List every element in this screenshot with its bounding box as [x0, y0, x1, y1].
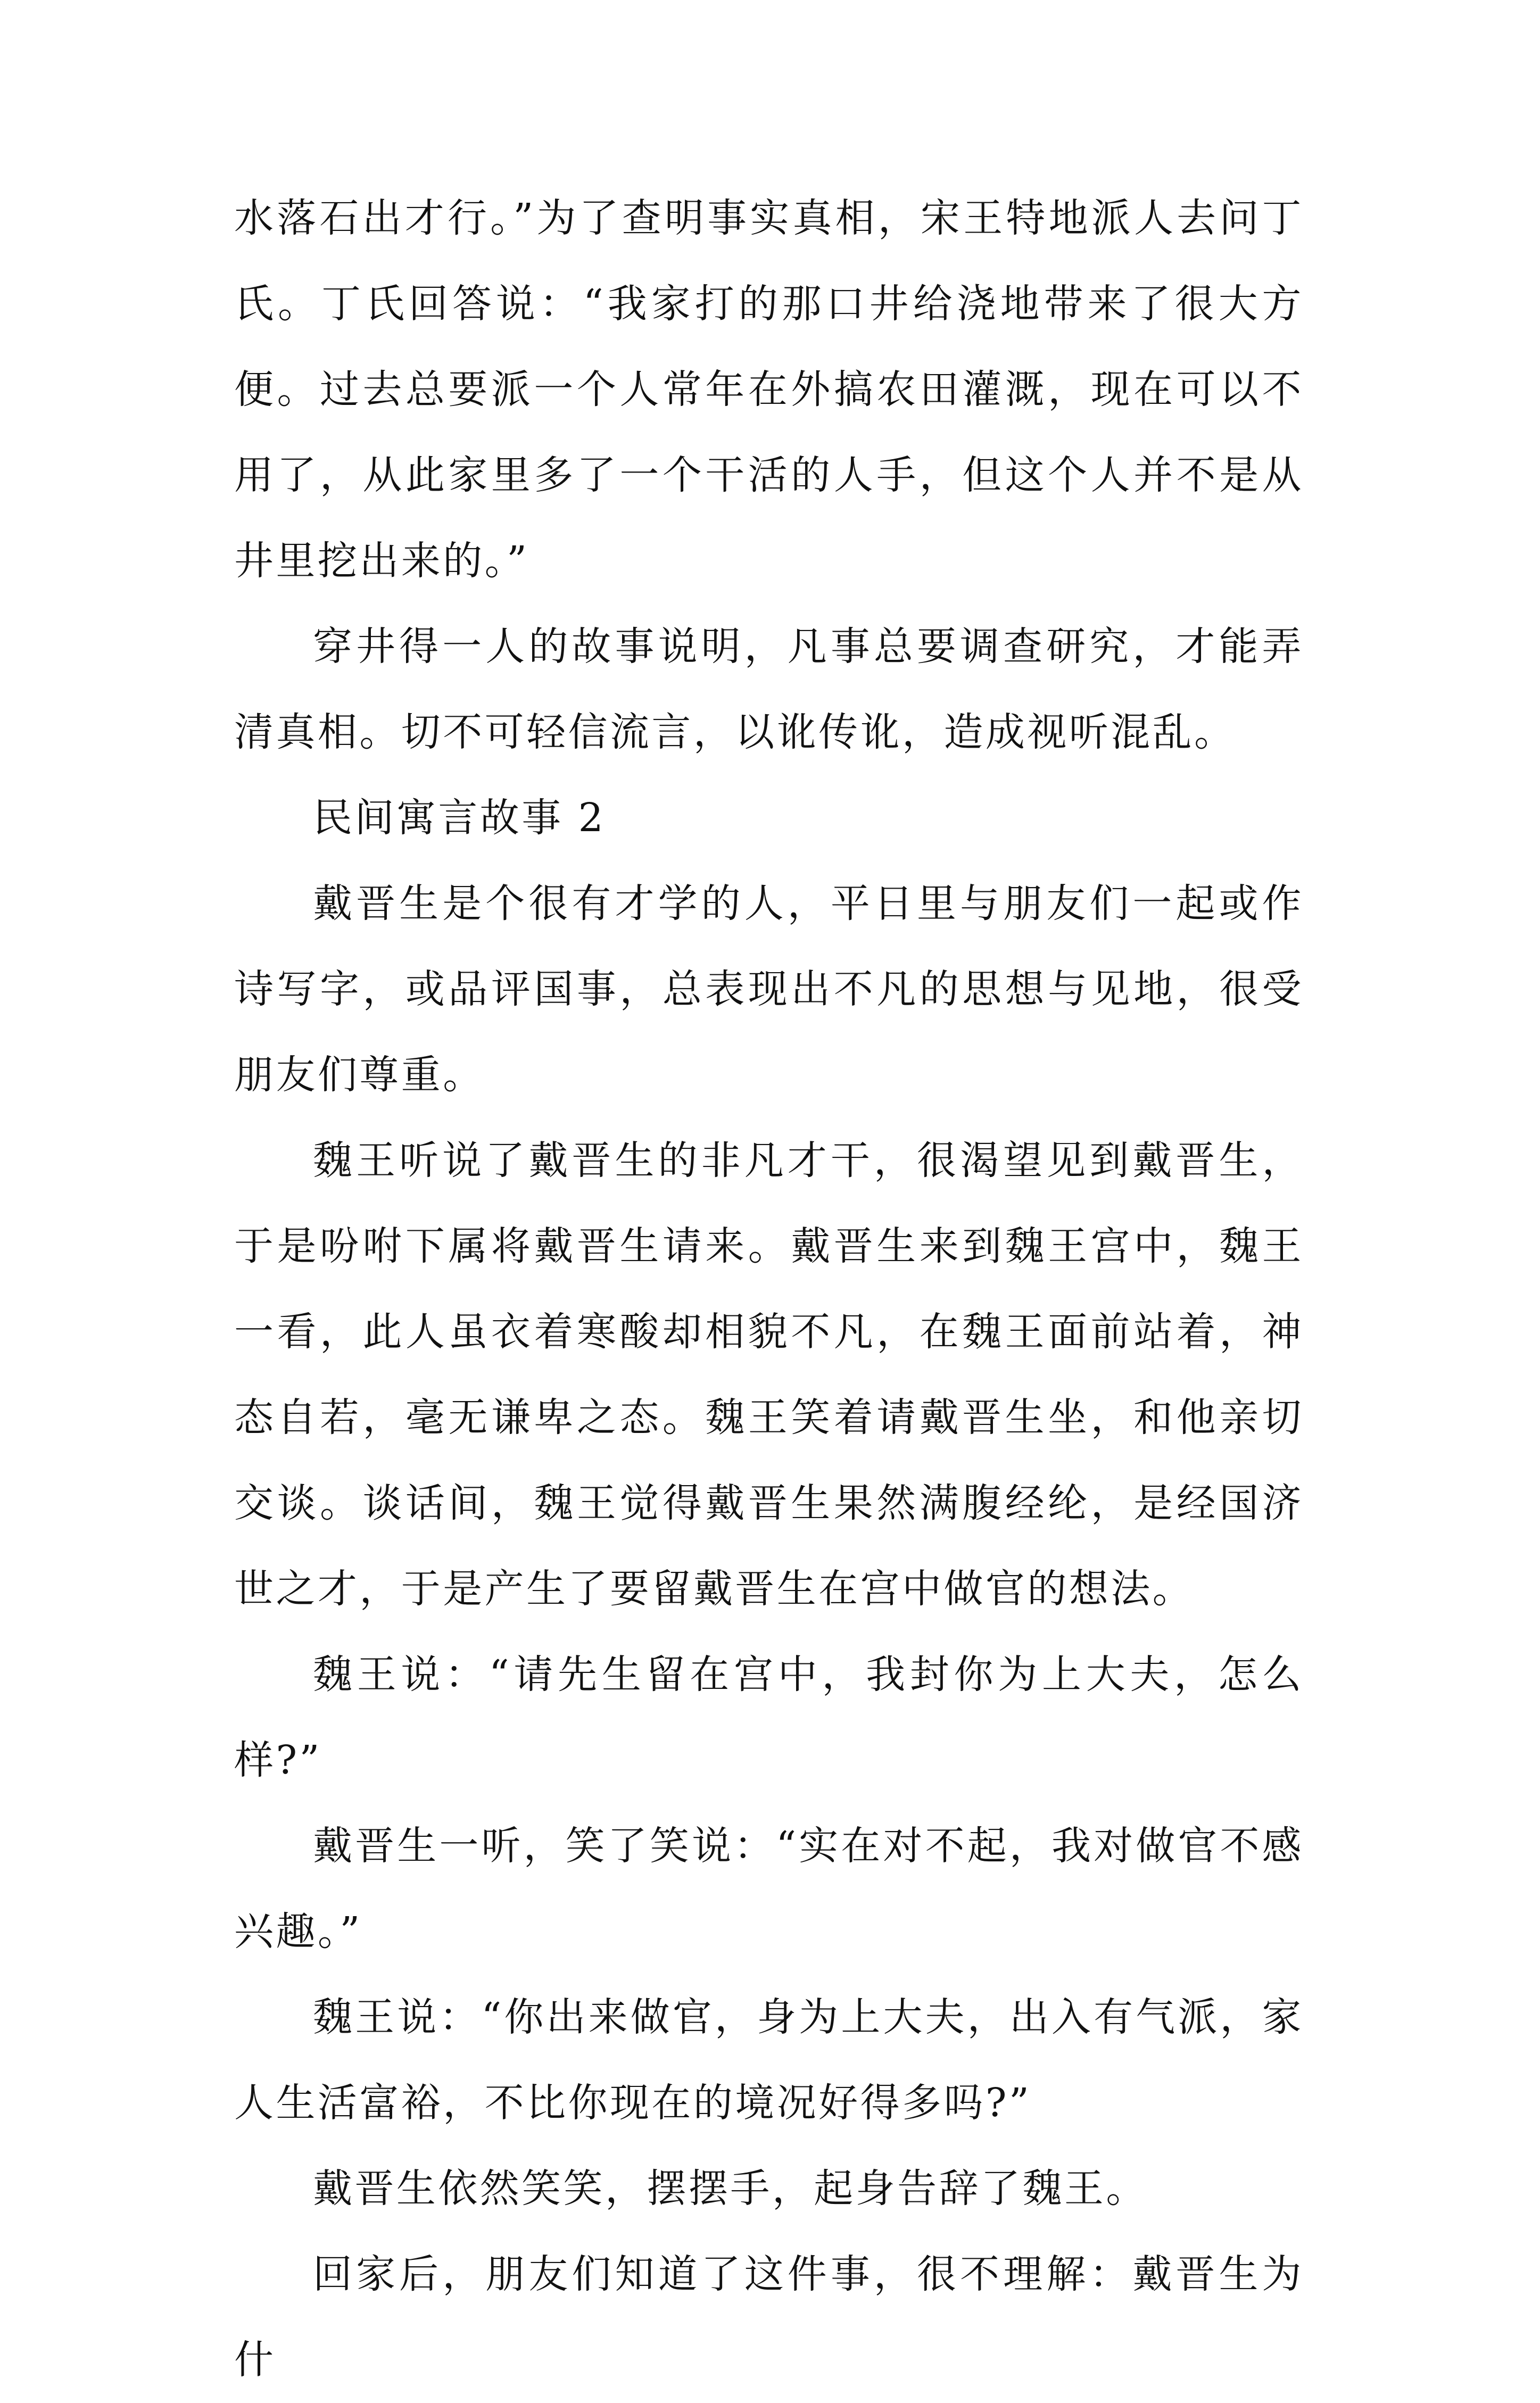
- paragraph: 魏王说：“你出来做官，身为上大夫，出入有气派，家人生活富裕，不比你现在的境况好得多吗?”: [234, 1994, 1304, 2126]
- paragraph: 魏王说：“请先生留在宫中，我封你为上大夫，怎么样?”: [234, 1652, 1304, 1783]
- paragraph: 魏王听说了戴晋生的非凡才干，很渴望见到戴晋生，于是吩咐下属将戴晋生请来。戴晋生来到魏王宫中，魏王一看，此人虽衣着寒酸却相貌不凡，在魏王面前站着，神态自若，毫无谦卑之态。魏王笑着请戴晋生坐，和他亲切交谈。谈话间，魏王觉得戴晋生果然满腹经纶，是经国济世之才，于是产生了要留戴晋生在宫中做官的想法。: [234, 1138, 1304, 1612]
- section-heading: 民间寓言故事 2: [313, 795, 606, 841]
- paragraph: 戴晋生一听，笑了笑说：“实在对不起，我对做官不感兴趣。”: [234, 1823, 1304, 1954]
- paragraph: 穿井得一人的故事说明，凡事总要调查研究，才能弄清真相。切不可轻信流言，以讹传讹，造成视听混乱。: [234, 624, 1304, 755]
- paragraph: 戴晋生依然笑笑，摆摆手，起身告辞了魏王。: [313, 2166, 1148, 2211]
- paragraph: 水落石出才行。”为了查明事实真相，宋王特地派人去问丁氏。丁氏回答说：“我家打的那口井给浇地带来了很大方便。过去总要派一个人常年在外搞农田灌溉，现在可以不用了，从此家里多了一个干活的人手，但这个人并不是从井里挖出来的。”: [234, 195, 1304, 584]
- paragraph: 戴晋生是个很有才学的人，平日里与朋友们一起或作诗写字，或品评国事，总表现出不凡的思想与见地，很受朋友们尊重。: [234, 881, 1304, 1098]
- paragraph: 回家后，朋友们知道了这件事，很不理解：戴晋生为什: [234, 2251, 1304, 2383]
- document-body: [234, 176, 1304, 2403]
